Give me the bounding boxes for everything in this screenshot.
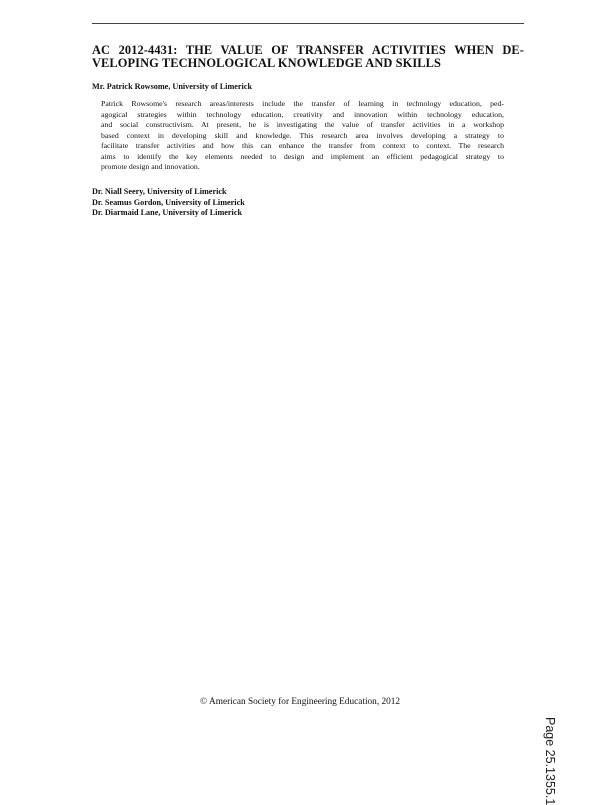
primary-author: Mr. Patrick Rowsome, University of Limerick	[92, 82, 252, 91]
author-bio	[101, 99, 504, 173]
coauthor-list	[92, 187, 245, 219]
bio-line: promote design and innovation.	[101, 162, 200, 171]
paper-title	[92, 44, 524, 70]
bio-line: facilitate transfer activities and how this can enhance the transfer from context to context. The research	[101, 141, 504, 150]
coauthor: Dr. Seamus Gordon, University of Limerick	[92, 197, 245, 207]
coauthor: Dr. Niall Seery, University of Limerick	[92, 187, 227, 196]
coauthor: Dr. Diarmaid Lane, University of Limerick	[92, 208, 243, 218]
bio-line: Patrick Rowsome's research areas/interests include the transfer of learning in technology education, ped-	[101, 99, 504, 108]
bio-line: agogical strategies within technology education, creativity and innovation within technology education,	[101, 109, 504, 119]
bio-line: aims to identify the key elements needed to design and implement an efficient pedagogical strategy to	[101, 151, 504, 161]
bio-line: and social constructivism. At present, he is investigating the value of transfer activities in a workshop	[101, 120, 504, 129]
copyright-footer	[0, 697, 600, 707]
copyright-icon: ©	[199, 697, 208, 707]
page-number-stamp: Page 25.1355.1	[543, 717, 557, 805]
top-rule	[92, 23, 524, 24]
title-line-2: VELOPING TECHNOLOGICAL KNOWLEDGE AND SKILLS	[92, 56, 442, 70]
copyright-text: American Society for Engineering Education, 2012	[209, 697, 401, 707]
title-line-1: AC 2012-4431: THE VALUE OF TRANSFER ACTIVITIES WHEN DE-	[92, 43, 524, 57]
bio-line: based context in developing skill and knowledge. This research area involves developing a strategy to	[101, 130, 504, 140]
